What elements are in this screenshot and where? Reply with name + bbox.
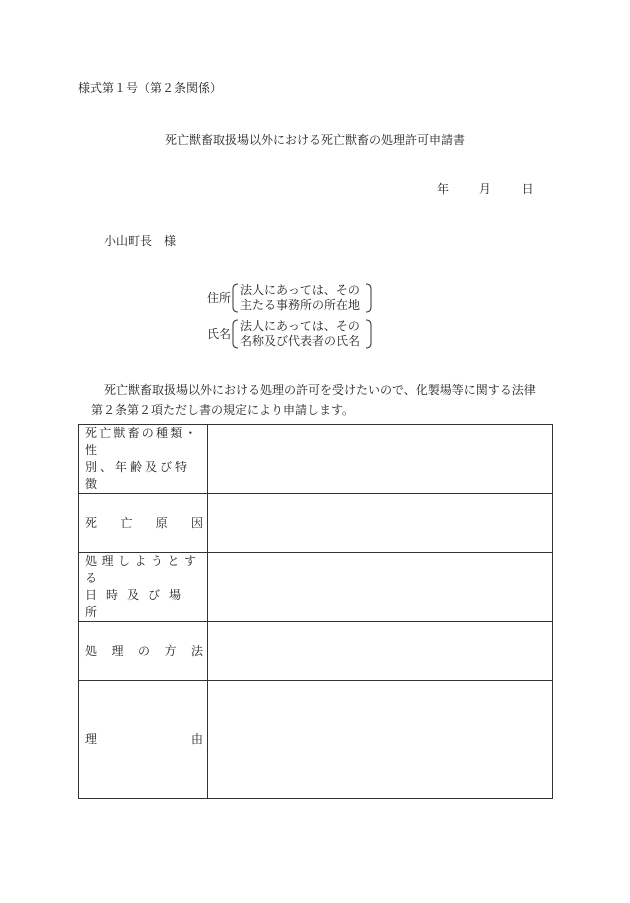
address-note-line-1: 法人にあっては、その <box>240 283 360 297</box>
application-table <box>78 424 553 799</box>
name-note-bracket <box>232 319 372 349</box>
label-char: 法 <box>190 643 203 658</box>
table-row <box>79 553 553 622</box>
address-note-line-2: 主たる事務所の所在地 <box>240 298 361 312</box>
label-method <box>79 622 208 681</box>
label-reason <box>79 681 208 799</box>
label-char: 方 <box>164 643 177 658</box>
addressee: 小山町長 様 <box>104 234 177 248</box>
label-line <box>85 425 203 459</box>
label-char: の <box>137 643 150 658</box>
name-label: 氏名 <box>207 327 232 341</box>
label-datetime-place <box>79 553 208 622</box>
label-line <box>85 553 203 587</box>
label-text: 日時及び場所 <box>85 588 191 619</box>
label-char: 死 <box>85 515 98 530</box>
animal-type-input[interactable] <box>208 425 553 494</box>
address-note-bracket <box>232 283 372 313</box>
label-char: 原 <box>155 515 168 530</box>
label-animal-type <box>79 425 208 494</box>
label-cause-of-death <box>79 494 208 553</box>
month-label: 月 <box>478 182 491 196</box>
label-text: 別、年齢及び特徴 <box>85 460 191 491</box>
cause-of-death-input[interactable] <box>208 494 553 553</box>
label-char: 因 <box>190 515 203 530</box>
label-char: 理 <box>111 643 124 658</box>
label-char: 理 <box>85 732 98 746</box>
statement-line-2: 第２条第２項ただし書の規定により申請します。 <box>91 403 355 417</box>
year-label: 年 <box>437 182 450 196</box>
form-number: 様式第１号（第２条関係） <box>78 81 223 95</box>
day-label: 日 <box>521 182 534 196</box>
table-row <box>79 622 553 681</box>
table-row <box>79 681 553 799</box>
label-text: 処理しようとする <box>85 554 201 585</box>
name-note-line-2: 名称及び代表者の氏名 <box>240 334 361 348</box>
label-line <box>85 459 203 493</box>
label-line <box>85 587 203 621</box>
statement-line-1: 死亡獣畜取扱場以外における処理の許可を受けたいので、化製場等に関する法律 <box>104 383 536 397</box>
name-note-line-1: 法人にあっては、その <box>240 319 360 333</box>
label-text: 死亡獣畜の種類・性 <box>85 426 199 457</box>
label-char: 亡 <box>120 515 133 530</box>
table-row <box>79 425 553 494</box>
label-char: 由 <box>190 732 203 746</box>
reason-input[interactable] <box>208 681 553 799</box>
label-char: 処 <box>85 643 98 658</box>
document-title: 死亡獣畜取扱場以外における死亡獣畜の処理許可申請書 <box>164 133 465 147</box>
address-label: 住所 <box>207 291 232 305</box>
datetime-place-input[interactable] <box>208 553 553 622</box>
method-input[interactable] <box>208 622 553 681</box>
date-line <box>437 182 534 196</box>
table-row <box>79 494 553 553</box>
